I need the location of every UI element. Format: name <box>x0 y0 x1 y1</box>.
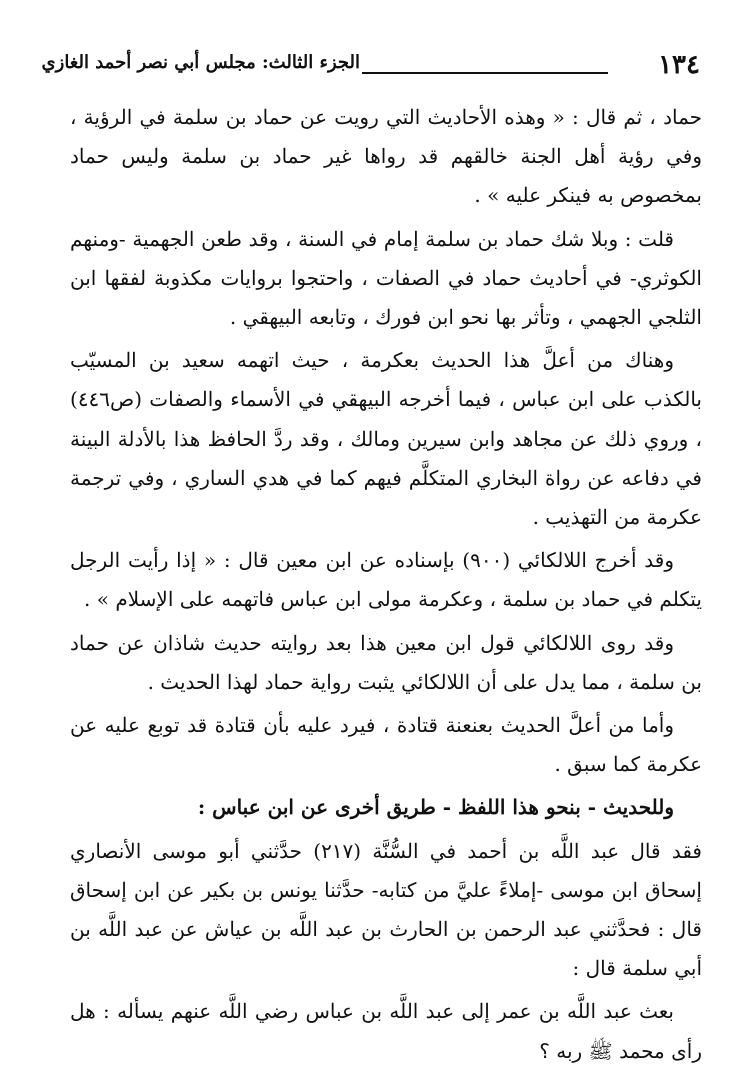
paragraph: حماد ، ثم قال : « وهذه الأحاديث التي رويت عن حماد بن سلمة في الرؤية ، وفي رؤية أهل الجنة خالقهم قد رواها غير حماد بن سلمة وليس حماد بمخصوص به فينكر عليه » . <box>70 105 702 208</box>
paragraph: قلت : وبلا شك حماد بن سلمة إمام في السنة ، وقد طعن الجهمية -ومنهم الكوثري- في أحاديث حماد في الصفات ، واحتجوا بروايات مكذوبة لفقها ابن الثلجي الجهمي ، وتأثر بها نحو ابن فورك ، وتابعه البيهقي . <box>70 226 702 330</box>
header-rule <box>362 72 608 74</box>
section-heading: وللحديث - بنحو هذا اللفظ - طريق أخرى عن ابن عباس : <box>197 795 674 820</box>
page-body <box>70 98 702 1063</box>
running-title: الجزء الثالث: مجلس أبي نصر أحمد الغازي <box>41 52 360 73</box>
paragraph: وقد روى اللالكائي قول ابن معين هذا بعد روايته حديث شاذان عن حماد بن سلمة ، مما يدل على أن اللالكائي يثبت رواية حماد لهذا الحديث . <box>70 630 702 694</box>
paragraph: وهناك من أعلَّ هذا الحديث بعكرمة ، حيث اتهمه سعيد بن المسيّب بالكذب على ابن عباس ، فيما أخرجه البيهقي في الأسماء والصفات (ص٤٤٦) ، وروي ذلك عن مجاهد وابن سيرين ومالك ، وقد ردَّ الحافظ هذا بالأدلة البينة في دفاعه عن رواة البخاري المتكلَّم فيهم كما في هدي الساري ، وفي ترجمة عكرمة من التهذيب . <box>70 348 702 530</box>
page-number: ١٣٤ <box>658 50 700 80</box>
paragraph: فقد قال عبد اللَّه بن أحمد في السُّنَّة (٢١٧) حدَّثني أبو موسى الأنصاري إسحاق ابن موسى -إملاءً عليَّ من كتابه- حدَّثنا يونس بن بكير عن ابن إسحاق قال : فحدَّثني عبد الرحمن بن الحارث بن عبد اللَّه بن عياش عن عبد اللَّه بن أبي سلمة قال : <box>70 838 702 981</box>
page-header <box>41 44 700 84</box>
paragraph: وقد أخرج اللالكائي (٩٠٠) بإسناده عن ابن معين قال : « إذا رأيت الرجل يتكلم في حماد بن سلمة ، وعكرمة مولى ابن عباس فاتهمه على الإسلام » . <box>70 548 702 612</box>
paragraph: بعث عبد اللَّه بن عمر إلى عبد اللَّه بن عباس رضي اللَّه عنهم يسأله : هل رأى محمد ﷺ ربه ؟ <box>70 999 702 1063</box>
paragraph: وأما من أعلَّ الحديث بعنعنة قتادة ، فيرد عليه بأن قتادة قد توبع عليه عن عكرمة كما سبق . <box>70 713 702 777</box>
